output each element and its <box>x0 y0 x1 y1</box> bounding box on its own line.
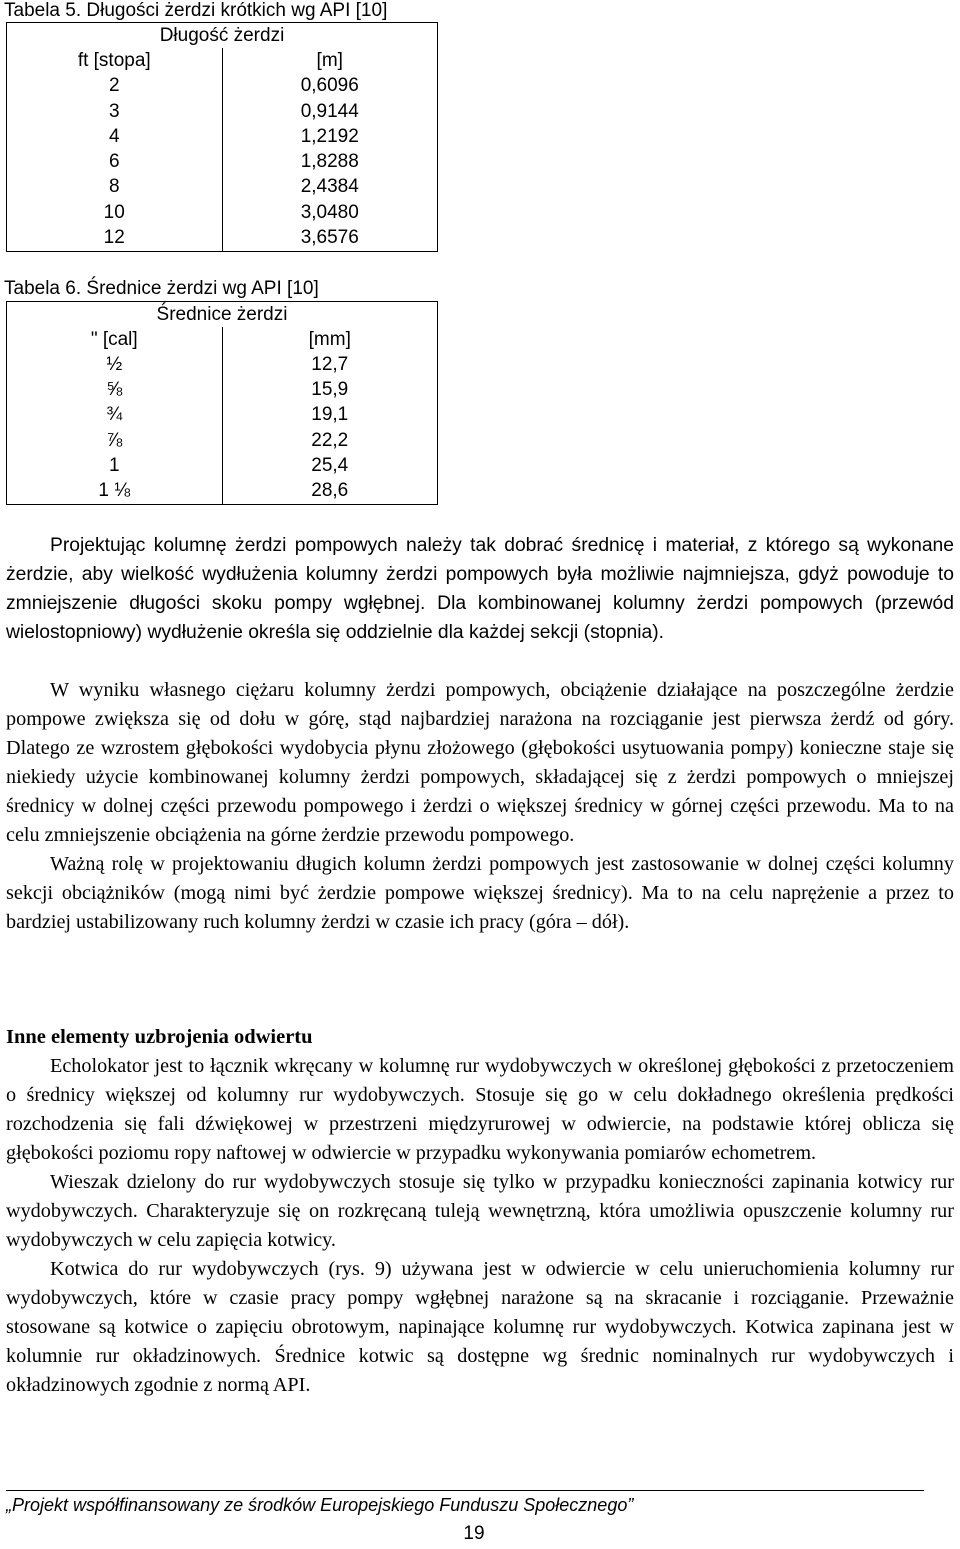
table-row <box>7 428 438 453</box>
table-cell: 0,6096 <box>222 74 438 99</box>
table-row <box>7 225 438 251</box>
table-row <box>7 453 438 478</box>
paragraph: Kotwica do rur wydobywczych (rys. 9) używana jest w odwiercie w celu unieruchomienia kolumny rur wydobywczych, które w czasie pracy pompy wgłębnej narażone są na skracanie i rozciąganie. Przeważnie stosowane są kotwice o zapięciu obrotowym, napinające kolumnę rur wydobywczych. Kotwica zapinana jest w kolumnie rur okładzinowych. Średnice kotwic są dostępne wg średnic nominalnych rur wydobywczych i okładzinowych zgodnie z normą API. <box>6 1258 954 1396</box>
table-cell: 3,0480 <box>222 200 438 225</box>
table-cell: 10 <box>7 200 223 225</box>
table5-caption: Tabela 5. Długości żerdzi krótkich wg API [10] <box>4 0 388 21</box>
table-row <box>7 124 438 149</box>
table5-col1-header: ft [stopa] <box>7 48 223 73</box>
body-text-serif-section <box>6 1052 954 1400</box>
table-cell: 1,8288 <box>222 149 438 174</box>
table6-caption: Tabela 6. Średnice żerdzi wg API [10] <box>4 278 319 299</box>
table-row <box>7 478 438 504</box>
table-cell: 12 <box>7 225 223 251</box>
body-text-serif <box>6 676 954 937</box>
table5-col2-header: [m] <box>222 48 438 73</box>
table-row <box>7 352 438 377</box>
table-cell: 22,2 <box>222 428 438 453</box>
table-cell: 19,1 <box>222 403 438 428</box>
table-cell: 1 ⅛ <box>7 478 223 504</box>
table-cell: 28,6 <box>222 478 438 504</box>
table-cell: 6 <box>7 149 223 174</box>
table-cell: ⅝ <box>7 378 223 403</box>
table-cell: 25,4 <box>222 453 438 478</box>
page-number: 19 <box>463 1523 485 1544</box>
table-row <box>7 378 438 403</box>
paragraph: Projektując kolumnę żerdzi pompowych należy tak dobrać średnicę i materiał, z którego są wykonane żerdzie, aby wielkość wydłużenia kolumny żerdzi pompowych była możliwie najmniejsza, gdyż powoduje to zmniejszenie długości skoku pompy wgłębnej. Dla kombinowanej kolumny żerdzi pompowych (przewód wielostopniowy) wydłużenie określa się oddzielnie dla każdej sekcji (stopnia). <box>6 535 954 643</box>
table-row <box>7 200 438 225</box>
table-row <box>7 99 438 124</box>
table-cell: 1,2192 <box>222 124 438 149</box>
table6-rod-diameters <box>6 301 438 505</box>
table6-header: Średnice żerdzi <box>7 302 438 328</box>
table-cell: 8 <box>7 175 223 200</box>
table5-rod-lengths <box>6 22 438 252</box>
table6-col2-header: [mm] <box>222 327 438 352</box>
table-cell: 0,9144 <box>222 99 438 124</box>
table-cell: 15,9 <box>222 378 438 403</box>
table-cell: 3,6576 <box>222 225 438 251</box>
table-cell: 2 <box>7 74 223 99</box>
table-cell: 1 <box>7 453 223 478</box>
table-cell: ½ <box>7 352 223 377</box>
paragraph: Echolokator jest to łącznik wkręcany w kolumnę rur wydobywczych w określonej głębokości z przetoczeniem o średnicy większej od kolumny rur wydobywczych. Stosuje się go w celu dokładnego określenia prędkości rozchodzenia się fali dźwiękowej w przestrzeni międzyrurowej w odwiercie, na podstawie której oblicza się głębokości poziomu ropy naftowej w odwiercie w przypadku wykonywania pomiarów echometrem. <box>6 1055 954 1164</box>
footer-divider <box>6 1490 924 1491</box>
paragraph: W wyniku własnego ciężaru kolumny żerdzi pompowych, obciążenie działające na poszczególne żerdzie pompowe zwiększa się od dołu w górę, stąd najbardziej narażona na rozciąganie jest pierwsza żerdź od góry. Dlatego ze wzrostem głębokości wydobycia płynu złożowego (głębokości usytuowania pompy) konieczne staje się niekiedy użycie kombinowanej kolumny żerdzi pompowych, składającej się z żerdzi pompowych o mniejszej średnicy w dolnej części przewodu pompowego i żerdzi o większej średnicy w górnej części przewodu. Ma to na celu zmniejszenie obciążenia na górne żerdzie przewodu pompowego. <box>6 679 954 846</box>
table-row <box>7 74 438 99</box>
table5-header: Długość żerdzi <box>7 23 438 49</box>
table-cell: ¾ <box>7 403 223 428</box>
table-row <box>7 175 438 200</box>
paragraph: Ważną rolę w projektowaniu długich kolumn żerdzi pompowych jest zastosowanie w dolnej części kolumny sekcji obciążników (mogą nimi być żerdzie pompowe większej średnicy). Ma to na celu naprężenie a przez to bardziej ustabilizowany ruch kolumny żerdzi w czasie ich pracy (góra – dół). <box>6 853 954 933</box>
paragraph: Wieszak dzielony do rur wydobywczych stosuje się tylko w przypadku konieczności zapinania kotwicy rur wydobywczych. Charakteryzuje się on rozkręcaną tuleją wewnętrzną, która umożliwia opuszczenie kolumny rur wydobywczych w celu zapięcia kotwicy. <box>6 1171 954 1251</box>
table6-col1-header: " [cal] <box>7 327 223 352</box>
table-cell: ⅞ <box>7 428 223 453</box>
section-heading: Inne elementy uzbrojenia odwiertu <box>6 1026 313 1048</box>
table-row <box>7 149 438 174</box>
body-text-sans <box>6 531 954 647</box>
table-cell: 12,7 <box>222 352 438 377</box>
table-cell: 2,4384 <box>222 175 438 200</box>
table-cell: 3 <box>7 99 223 124</box>
table-row <box>7 403 438 428</box>
table-cell: 4 <box>7 124 223 149</box>
footer-note: „Projekt współfinansowany ze środków Europejskiego Funduszu Społecznego” <box>6 1495 634 1515</box>
